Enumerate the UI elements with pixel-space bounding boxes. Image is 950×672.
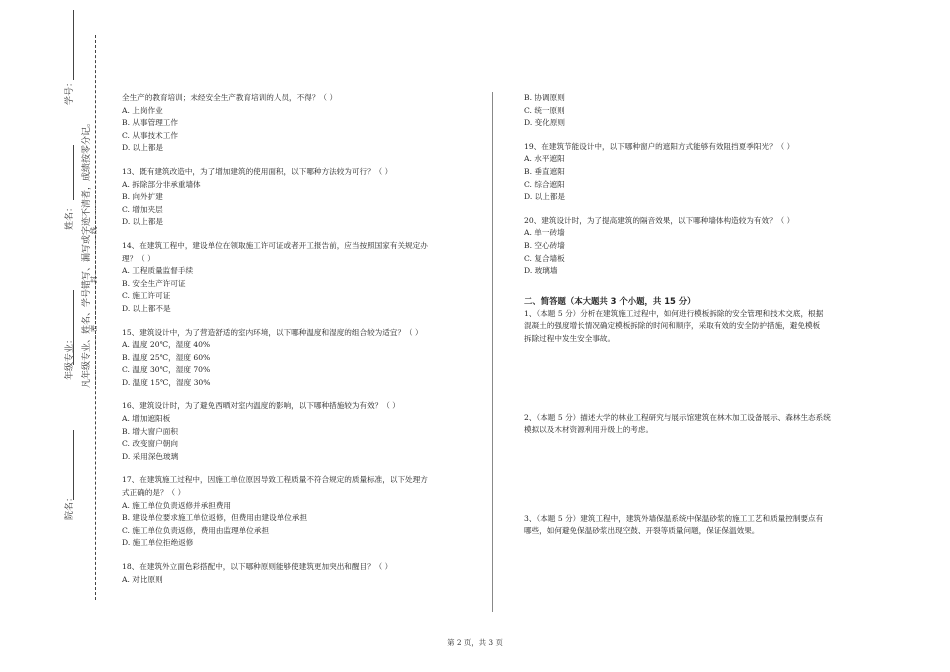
question-text: 16、建筑设计时，为了避免西晒对室内温度的影响，以下哪种措施较为有效？（ ） — [122, 401, 400, 411]
question-block — [122, 240, 472, 316]
school-label: 院名： — [65, 492, 75, 520]
question-text: 19、在建筑节能设计中，以下哪种窗户的遮阳方式能够有效阻挡夏季阳光？（ ） — [524, 141, 795, 151]
question-line: B. 增大窗户面积 — [122, 426, 178, 436]
section-title-short-answer: 二、简答题（本大题共 3 个小题，共 15 分） — [524, 295, 696, 306]
right-column — [524, 92, 854, 538]
question-line: D. 温度 15℃，湿度 30% — [122, 377, 211, 387]
page-footer: 第 2 页，共 3 页 — [447, 638, 503, 647]
question-text: B. 协调原则 — [524, 93, 565, 102]
question-line: C. 温度 30℃，湿度 70% — [122, 365, 211, 375]
question-line: 理？（ ） — [122, 253, 155, 263]
question-block — [524, 92, 854, 130]
question-line: 混凝土的强度增长情况确定模板拆除的时间和顺序，采取有效的安全防护措施，避免模板 — [524, 321, 821, 331]
class-label: 年级专业： — [65, 334, 75, 380]
question-line: D. 以上都是 — [524, 192, 566, 202]
name-underline — [73, 145, 74, 200]
question-line: C. 从事技术工作 — [122, 130, 178, 140]
question-line: B. 向外扩建 — [122, 192, 163, 202]
question-block — [122, 92, 472, 155]
binding-strip — [0, 0, 110, 672]
question-text: 15、建筑设计中，为了营造舒适的室内环境，以下哪种温度和湿度的组合较为适宜？（ ） — [122, 327, 423, 337]
question-text: 13、既有建筑改造中，为了增加建筑的使用面积，以下哪种方法较为可行？（ ） — [122, 166, 393, 176]
question-line: B. 温度 25℃，湿度 60% — [122, 352, 211, 362]
question-block — [524, 513, 854, 538]
question-line: 哪些，如何避免保温砂浆出现空鼓、开裂等质量问题，保证保温效果。 — [524, 526, 760, 536]
left-column — [122, 92, 472, 586]
question-line: B. 安全生产许可证 — [122, 278, 186, 288]
question-line: D. 以上都是 — [122, 217, 164, 227]
question-line: D. 以上都不是 — [122, 303, 171, 313]
question-line: B. 建设单位要求施工单位返修，但费用由建设单位承担 — [122, 513, 308, 523]
question-line: C. 改变窗户朝向 — [122, 439, 178, 449]
question-line: C. 统一原则 — [524, 105, 565, 115]
question-line: D. 采用深色玻璃 — [122, 451, 179, 461]
question-line: 拆除过程中发生安全事故。 — [524, 333, 616, 343]
question-line: D. 变化原则 — [524, 118, 566, 128]
question-text: 18、在建筑外立面色彩搭配中，以下哪种原则能够使建筑更加突出和醒目？（ ） — [122, 562, 393, 571]
student-id-underline — [73, 10, 74, 80]
column-divider — [492, 92, 493, 612]
school-underline — [73, 430, 74, 500]
question-line: A. 上岗作业 — [122, 105, 163, 115]
question-block — [524, 308, 854, 346]
question-line: A. 增加遮阳板 — [122, 414, 171, 424]
question-block — [524, 215, 854, 278]
question-line: A. 温度 20℃，湿度 40% — [122, 340, 211, 350]
student-id-label: 学号： — [65, 77, 75, 105]
question-line: A. 施工单位负责返修并承担费用 — [122, 500, 232, 510]
question-line: 模拟以及木材资源利用升级上的考虑。 — [524, 425, 654, 435]
question-line: C. 综合遮阳 — [524, 179, 565, 189]
question-text: 2、（本题 5 分）描述大学的林业工程研究与展示馆建筑在林木加工设备展示、森林生态系统 — [524, 412, 831, 422]
question-block — [122, 400, 472, 463]
question-line: C. 施工单位负责返修，费用由监理单位承担 — [122, 525, 270, 535]
question-text: 17、在建筑施工过程中，因施工单位原因导致工程质量不符合规定的质量标准，以下处理方 — [122, 475, 428, 485]
question-line: C. 复合墙板 — [524, 253, 565, 263]
question-line: A. 拆除部分非承重墙体 — [122, 179, 201, 189]
question-text: 3、（本题 5 分）建筑工程中，建筑外墙保温系统中保温砂浆的施工工艺和质量控制要点有 — [524, 513, 824, 523]
question-block — [122, 166, 472, 229]
question-line: B. 垂直遮阳 — [524, 166, 565, 176]
question-line: B. 空心砖墙 — [524, 240, 565, 250]
seal-line-text: ……………………密………………封………………线……………… — [90, 185, 98, 388]
question-line: C. 施工许可证 — [122, 291, 171, 301]
question-line: D. 玻璃墙 — [524, 266, 558, 276]
question-text: 20、建筑设计时，为了提高建筑的隔音效果，以下哪种墙体构造较为有效？（ ） — [524, 215, 795, 225]
question-line: D. 施工单位拒绝返修 — [122, 538, 194, 548]
question-line: C. 增加夹层 — [122, 204, 163, 214]
question-block — [122, 561, 472, 586]
name-label: 姓名： — [65, 202, 75, 230]
question-text: 14、在建筑工程中，建设单位在领取施工许可证或者开工报告前，应当按照国家有关规定办 — [122, 240, 428, 250]
question-block — [524, 141, 854, 204]
question-block — [524, 412, 854, 437]
question-line: A. 工程质量监督手续 — [122, 266, 194, 276]
question-line: D. 以上都是 — [122, 143, 164, 153]
question-line: 式正确的是？（ ） — [122, 488, 186, 498]
question-line: A. 单一砖墙 — [524, 228, 565, 238]
question-text: 全生产的教育培训；未经安全生产教育培训的人员，不得？（ ） — [122, 93, 338, 102]
question-line: B. 从事管理工作 — [122, 118, 178, 128]
question-line: A. 对比原则 — [122, 574, 163, 584]
question-block — [122, 327, 472, 390]
binding-notice: 凡年级专业、姓名、学号错写、漏写或字迹不清者，成绩按零分记。 — [82, 117, 92, 388]
question-line: A. 水平遮阳 — [524, 154, 565, 164]
question-text: 1、（本题 5 分）分析在建筑施工过程中，如何进行模板拆除的安全管理和技术交底，根据 — [524, 308, 824, 318]
question-block — [122, 474, 472, 550]
